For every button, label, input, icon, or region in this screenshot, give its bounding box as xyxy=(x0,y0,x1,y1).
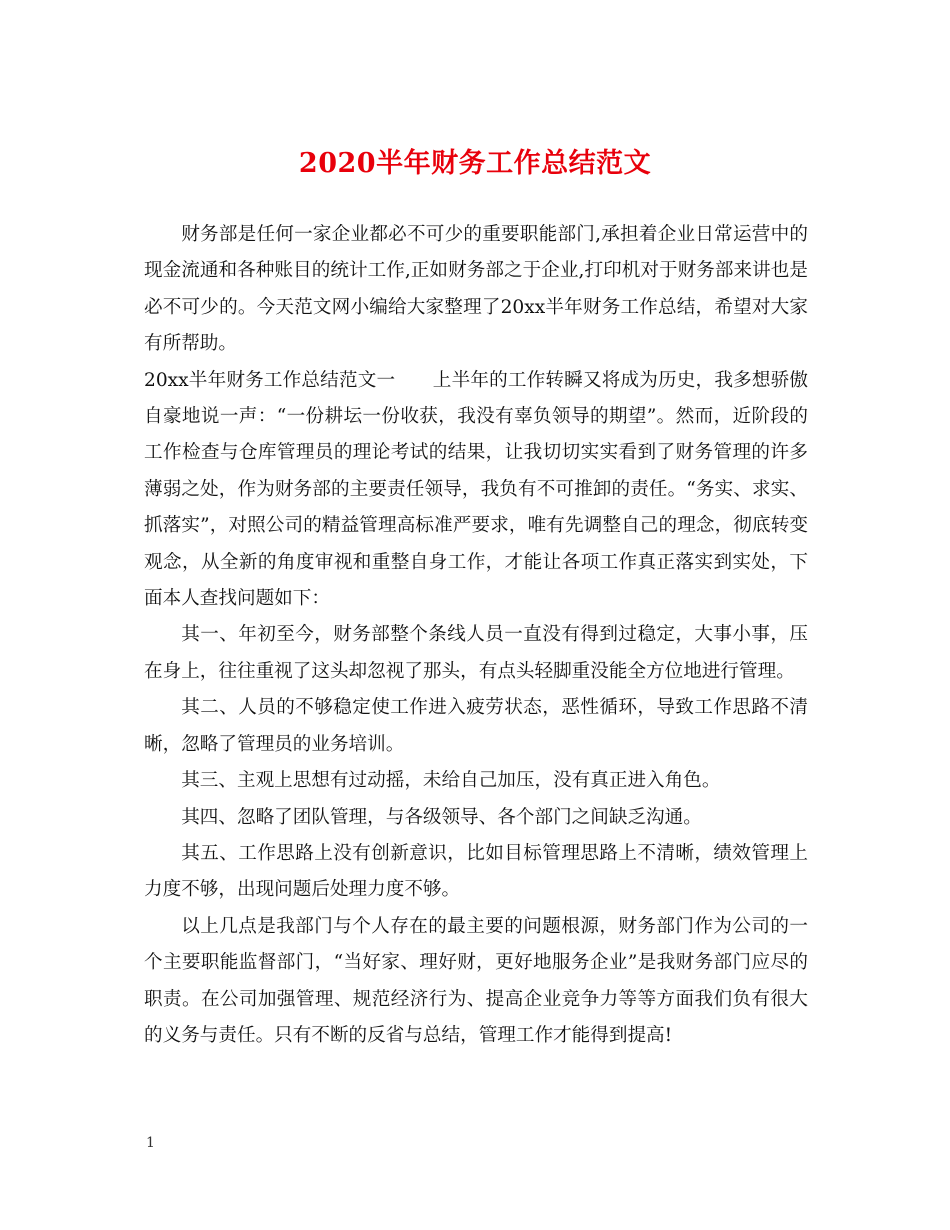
paragraph-issue-three: 其三、主观上思想有过动摇，未给自己加压，没有真正进入角色。 xyxy=(181,770,721,792)
paragraph-issue-one: 其一、年初至今，财务部整个条线人员一直没有得到过稳定，大事小事，压在身上，往往重视了这头却忽视了那头，有点头轻脚重没能全方位地进行管理。 xyxy=(144,624,808,682)
paragraph-issue-five: 其五、工作思路上没有创新意识，比如目标管理思路上不清晰，绩效管理上力度不够，出现问题后处理力度不够。 xyxy=(144,842,808,901)
document-title: 2020半年财务工作总结范文 xyxy=(298,148,652,179)
paragraph-conclusion: 以上几点是我部门与个人存在的最主要的问题根源，财务部门作为公司的一个主要职能监督部门，“当好家、理好财，更好地服务企业”是我财务部门应尽的职责。在公司加强管理、规范经济行为、提高企业竞争力等等方面我们负有很大的义务与责任。只有不断的反省与总结，管理工作才能得到提高! xyxy=(144,915,808,1046)
paragraph-example-one: 20xx半年财务工作总结范文一 上半年的工作转瞬又将成为历史，我多想骄傲自豪地说一声：“一份耕坛一份收获，我没有辜负领导的期望”。然而，近阶段的工作检查与仓库管理员的理论考试的结果，让我切切实实看到了财务管理的许多薄弱之处，作为财务部的主要责任领导，我负有不可推卸的责任。“务实、求实、抓落实”，对照公司的精益管理高标准严要求，唯有先调整自己的理念，彻底转变观念，从全新的角度审视和重整自身工作，才能让各项工作真正落实到实处，下面本人查找问题如下： xyxy=(144,369,808,610)
paragraph-issue-four: 其四、忽略了团队管理，与各级领导、各个部门之间缺乏沟通。 xyxy=(181,806,702,828)
paragraph-issue-two: 其二、人员的不够稳定使工作进入疲劳状态，恶性循环，导致工作思路不清晰，忽略了管理员的业务培训。 xyxy=(144,697,808,755)
page-number: 1 xyxy=(146,1135,155,1151)
paragraph-intro: 财务部是任何一家企业都必不可少的重要职能部门,承担着企业日常运营中的现金流通和各种账目的统计工作,正如财务部之于企业,打印机对于财务部来讲也是必不可少的。今天范文网小编给大家整理了20xx半年财务工作总结，希望对大家有所帮助。 xyxy=(144,224,808,355)
document-body xyxy=(144,217,808,1054)
